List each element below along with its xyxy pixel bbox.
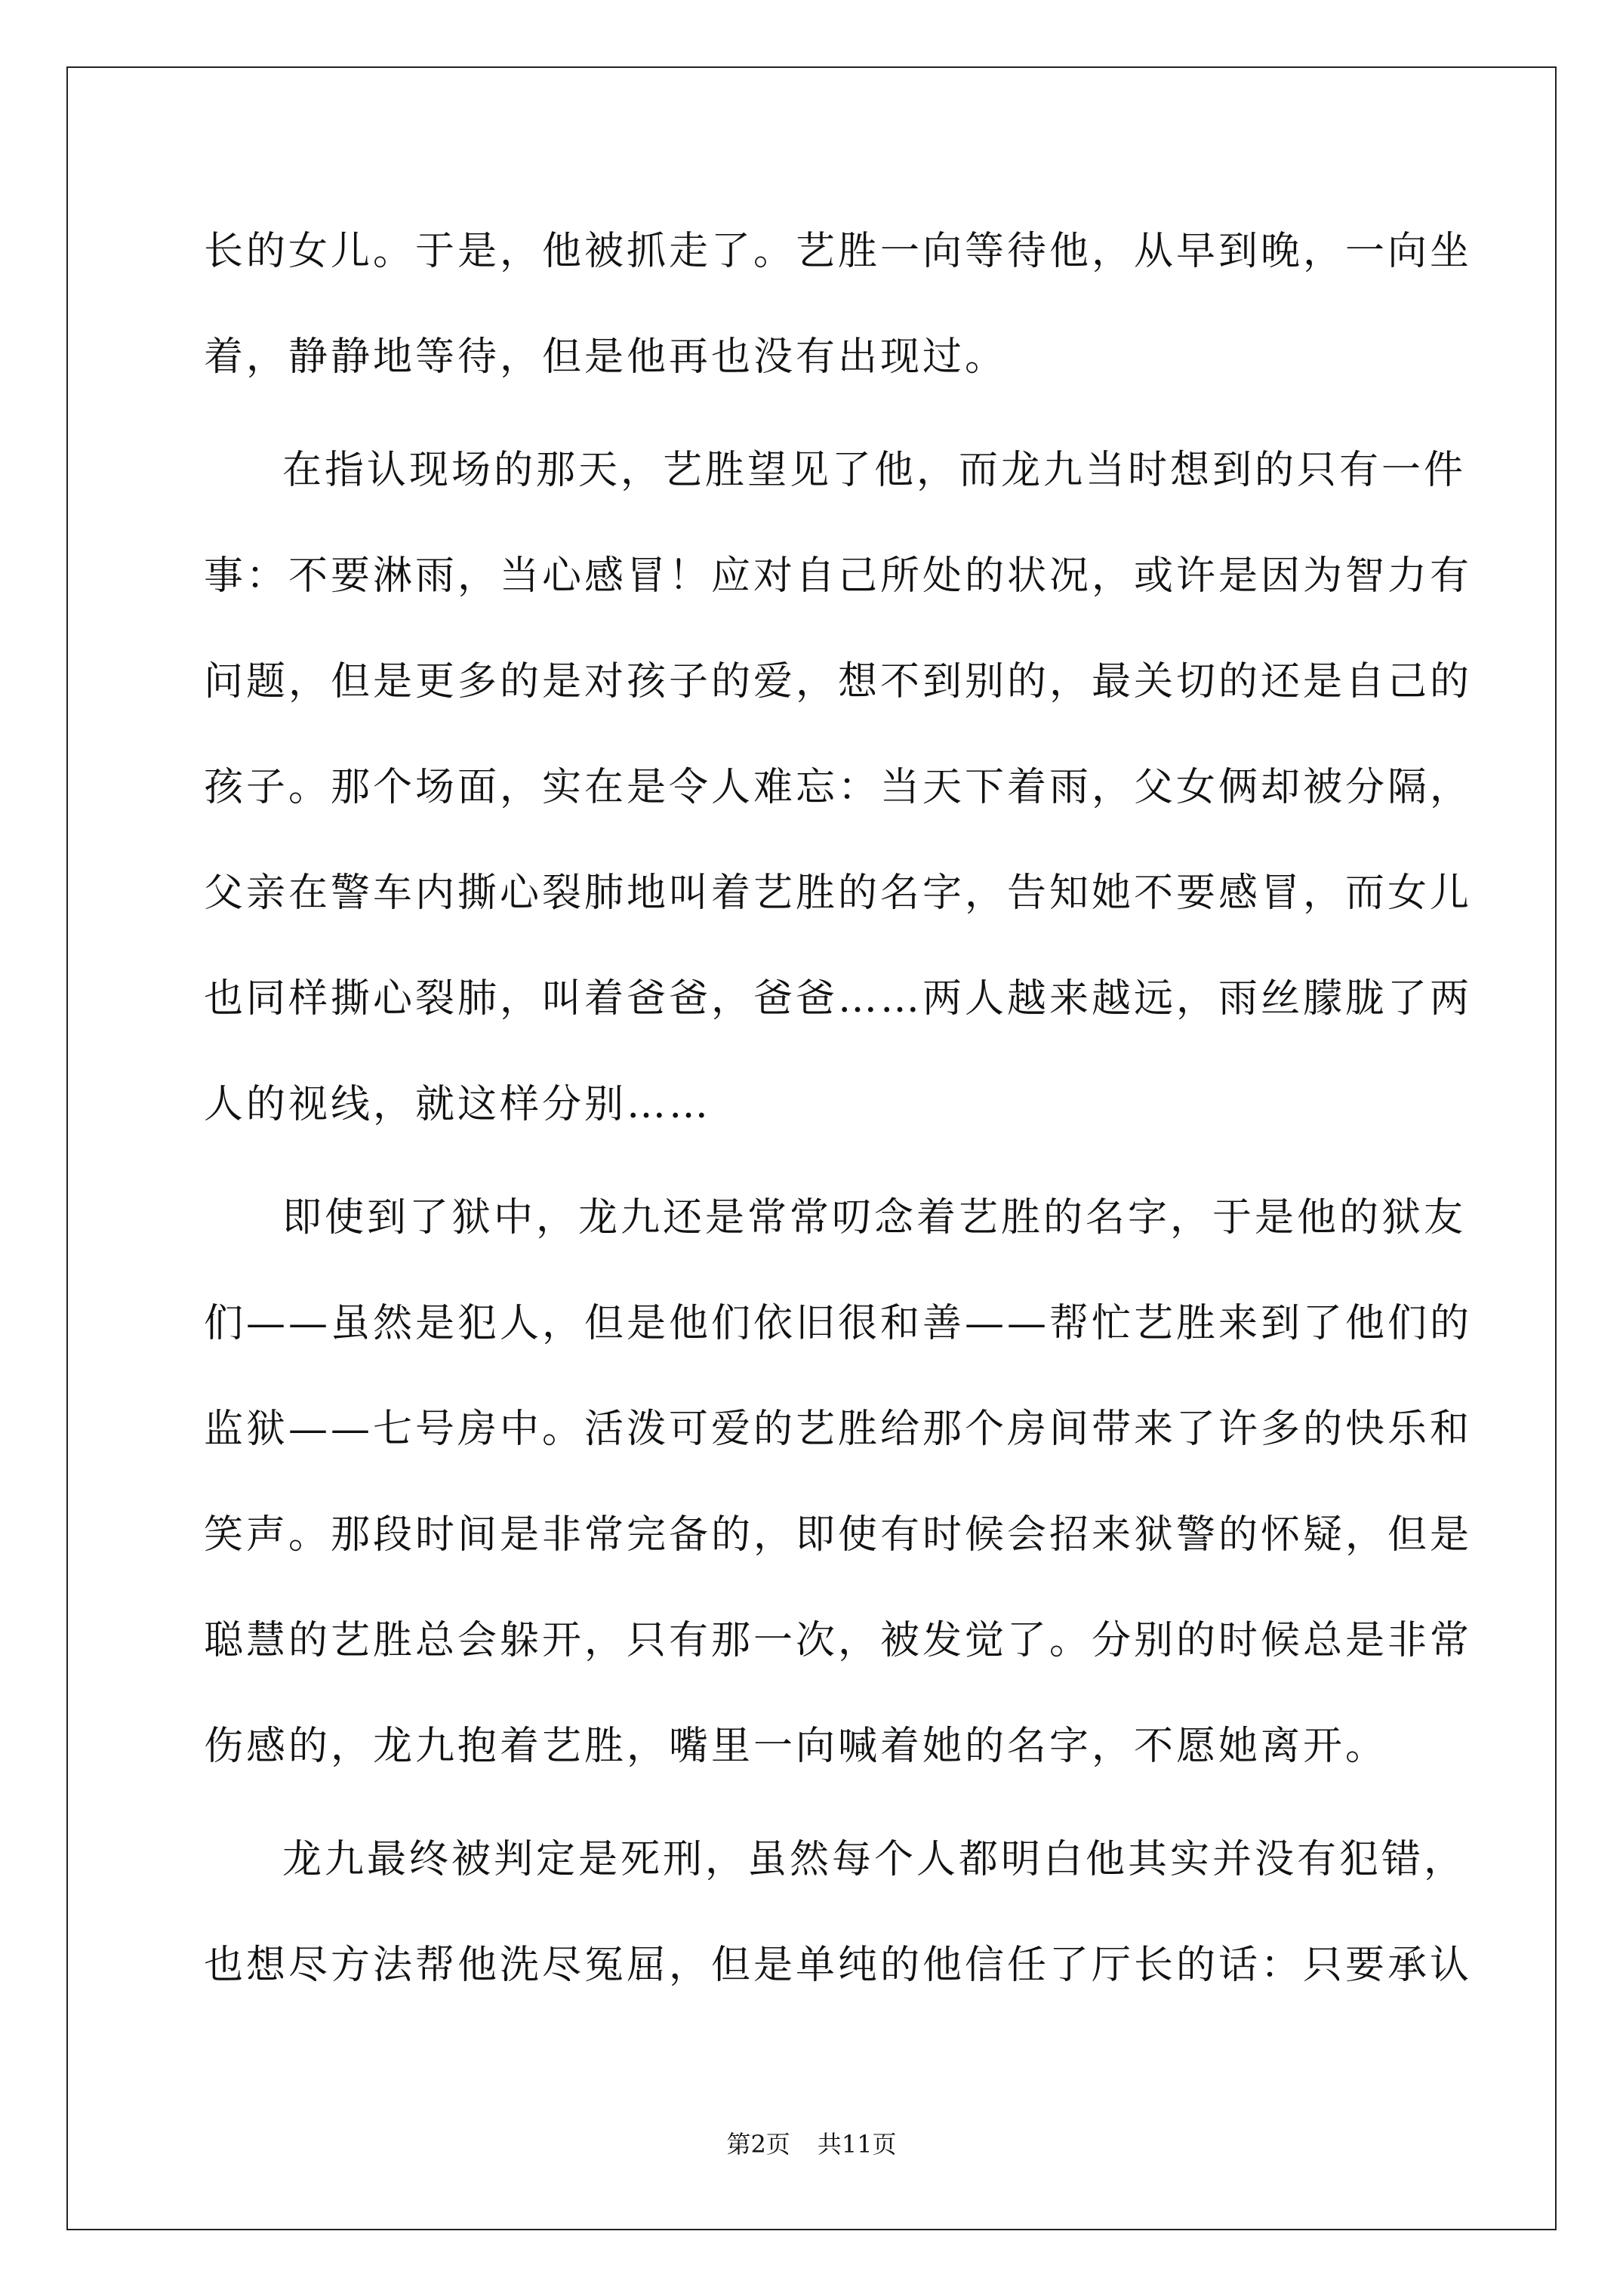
text-line-13: 笑声。那段时间是非常完备的，即使有时候会招来狱警的怀疑，但是 — [204, 1512, 1473, 1558]
page-number: 第2页 — [726, 2130, 790, 2159]
text-line-14: 聪慧的艺胜总会躲开，只有那一次，被发觉了。分别的时候总是非常 — [204, 1618, 1473, 1663]
text-line-2: 着，静静地等待，但是他再也没有出现过。 — [204, 334, 1008, 380]
text-line-17: 也想尽方法帮他洗尽冤屈，但是单纯的他信任了厅长的话：只要承认 — [204, 1943, 1473, 1988]
text-line-8: 也同样撕心裂肺，叫着爸爸，爸爸……两人越来越远，雨丝朦胧了两 — [204, 976, 1473, 1022]
paragraph-3-line-1: 即使到了狱中，龙九还是常常叨念着艺胜的名字，于是他的狱友 — [282, 1195, 1467, 1240]
page-border — [66, 66, 1557, 2230]
text-line-6: 孩子。那个场面，实在是令人难忘：当天下着雨，父女俩却被分隔， — [204, 765, 1473, 810]
text-line-12: 监狱——七号房中。活泼可爱的艺胜给那个房间带来了许多的快乐和 — [204, 1407, 1473, 1452]
paragraph-4-line-1: 龙九最终被判定是死刑，虽然每个人都明白他其实并没有犯错， — [282, 1837, 1467, 1882]
text-line-15: 伤感的，龙九抱着艺胜，嘴里一向喊着她的名字，不愿她离开。 — [204, 1724, 1388, 1769]
page-footer — [0, 2129, 1623, 2159]
text-line-5: 问题，但是更多的是对孩子的爱，想不到别的，最关切的还是自己的 — [204, 659, 1473, 704]
text-line-9: 人的视线，就这样分别…… — [204, 1082, 712, 1127]
text-line-11: 们——虽然是犯人，但是他们依旧很和善——帮忙艺胜来到了他们的 — [204, 1301, 1473, 1346]
page-total: 共11页 — [817, 2130, 897, 2159]
text-line-1: 长的女儿。于是，他被抓走了。艺胜一向等待他，从早到晚，一向坐 — [204, 229, 1473, 274]
text-line-7: 父亲在警车内撕心裂肺地叫着艺胜的名字，告知她不要感冒，而女儿 — [204, 871, 1473, 916]
paragraph-2-line-1: 在指认现场的那天，艺胜望见了他，而龙九当时想到的只有一件 — [282, 448, 1467, 493]
text-line-4: 事：不要淋雨，当心感冒！应对自己所处的状况，或许是因为智力有 — [204, 553, 1473, 599]
